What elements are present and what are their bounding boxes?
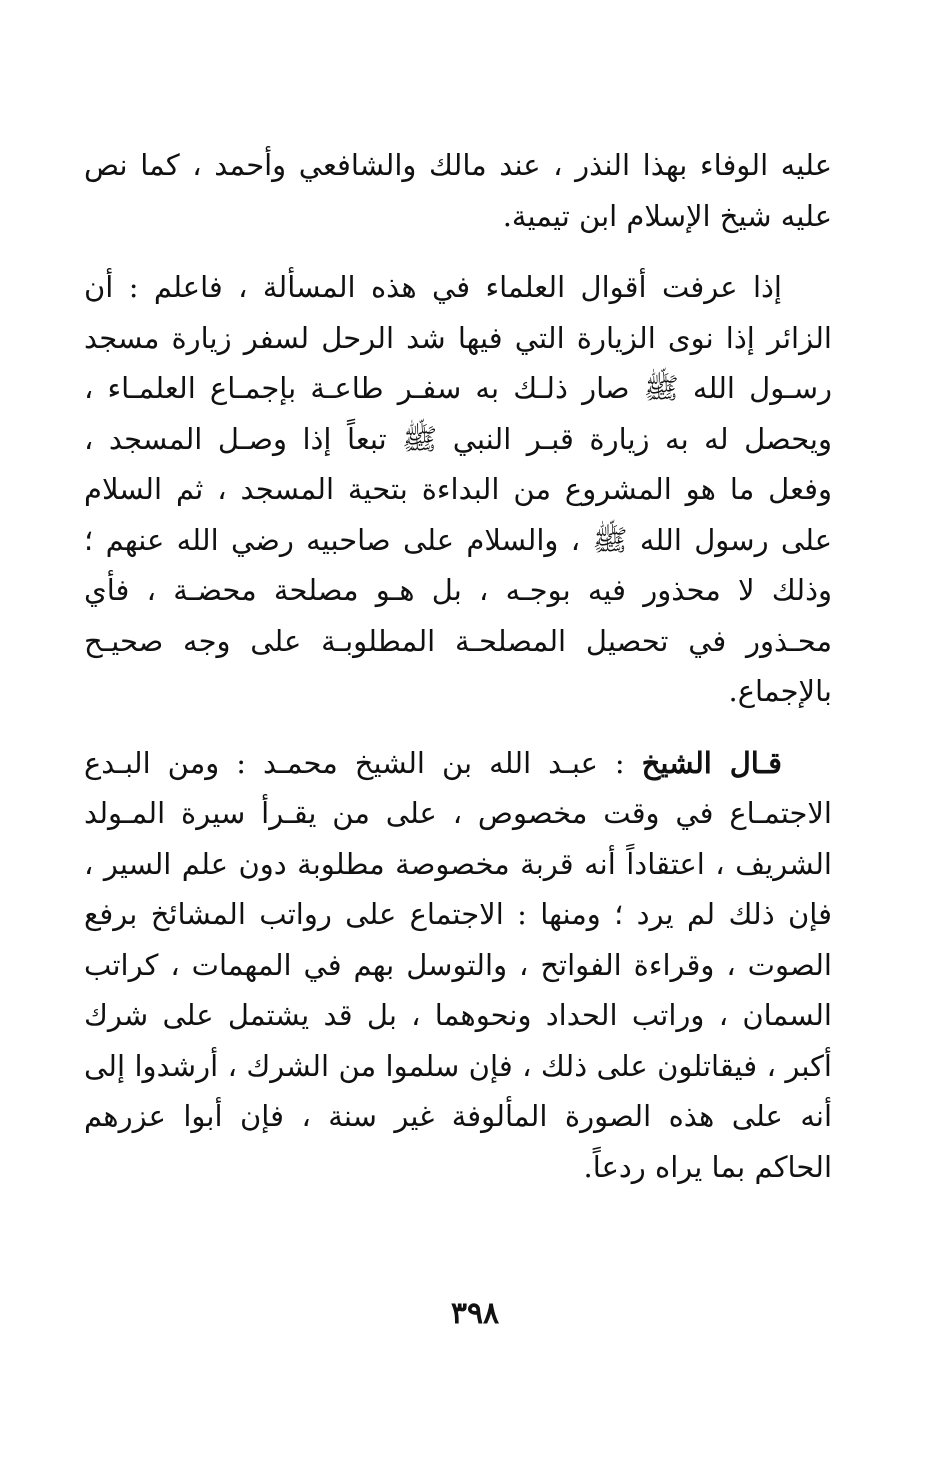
paragraph-1 bbox=[84, 140, 832, 241]
page-number: ٣٩٨ bbox=[450, 1296, 500, 1331]
paragraph-2 bbox=[84, 262, 832, 717]
paragraph-1-text: عليه الوفاء بهذا النذر ، عند مالك والشافعي وأحمد ، كما نص عليه شيخ الإسلام ابن تيمية. bbox=[84, 148, 832, 233]
paragraph-3-text: : عبـد الله بن الشيخ محمـد : ومن البـدع الاجتمـاع في وقت مخصوص ، على من يقـرأ سيرة المـولد الشريف ، اعتقاداً أنه قربة مخصوصة مطلوبة دون علم السير ، فإن ذلك لم يرد ؛ ومنها : الاجتماع على رواتب المشائخ برفع الصوت ، وقراءة الفواتح ، والتوسل بهم في المهمات ، كراتب السمان ، وراتب الحداد ونحوهما ، بل قد يشتمل على شرك أكبر ، فيقاتلون على ذلك ، فإن سلموا من الشرك ، أرشدوا إلى أنه على هذه الصورة المألوفة غير سنة ، فإن أبوا عزرهم الحاكم بما يراه ردعاً. bbox=[84, 745, 832, 1184]
speaker-heading: قـال الشيخ bbox=[641, 745, 782, 780]
page-body bbox=[84, 140, 832, 1192]
paragraph-3 bbox=[84, 738, 832, 1193]
paragraph-2-text: إذا عرفت أقوال العلماء في هذه المسألة ، فاعلم : أن الزائر إذا نوى الزيارة التي فيها شد الرحل لسفر زيارة مسجد رسـول الله ﷺ صار ذلـك به سفـر طاعـة بإجمـاع العلمـاء ، ويحصل له به زيارة قبـر النبي ﷺ تبعاً إذا وصـل المسجد ، وفعل ما هو المشروع من البداءة بتحية المسجد ، ثم السلام على رسول الله ﷺ ، والسلام على صاحبيه رضي الله عنهم ؛ وذلك لا محذور فيه بوجـه ، بل هـو مصلحة محضـة ، فأي محـذور في تحصيل المصلحـة المطلوبـة على وجه صحيـح بالإجماع. bbox=[84, 270, 832, 708]
